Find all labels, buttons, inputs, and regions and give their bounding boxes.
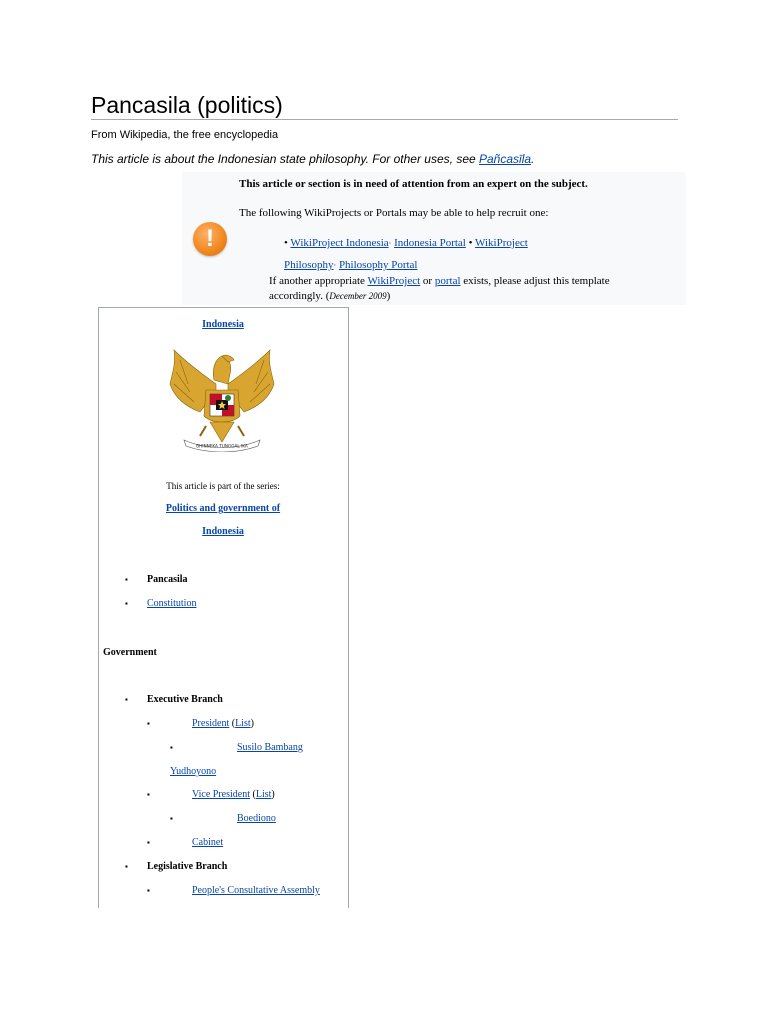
tagline: From Wikipedia, the free encyclopedia bbox=[91, 129, 279, 141]
ambox-footer-close: ) bbox=[386, 290, 391, 302]
mpr-link[interactable]: People's Consultative Assembly bbox=[192, 885, 320, 896]
hatnote bbox=[91, 151, 534, 167]
item-legislative-branch: Legislative Branch bbox=[147, 861, 228, 872]
separator-dot: · bbox=[388, 239, 392, 248]
ambox-footer-line2 bbox=[269, 289, 390, 303]
infobox-link-indonesia[interactable]: Indonesia bbox=[202, 319, 244, 330]
ambox-footer-text: If another appropriate bbox=[269, 275, 368, 287]
ambox-bullet: • bbox=[284, 237, 288, 249]
ambox-body: The following WikiProjects or Portals may be able to help recruit one: bbox=[239, 207, 549, 219]
link-philosophy-portal[interactable]: Philosophy Portal bbox=[338, 259, 418, 271]
series-intro: This article is part of the series: bbox=[166, 481, 280, 491]
hatnote-suffix: . bbox=[531, 152, 535, 166]
ambox-footer-suffix: exists, please adjust this template bbox=[460, 275, 610, 287]
list-bullet: ▪ bbox=[147, 838, 150, 847]
hatnote-link-pancasila[interactable]: Pañcasīla bbox=[479, 152, 532, 166]
link-wikiproject-indonesia[interactable]: WikiProject Indonesia bbox=[290, 237, 389, 249]
list-bullet: ▪ bbox=[125, 575, 128, 584]
list-bullet: ▪ bbox=[147, 790, 150, 799]
ambox-links-line2 bbox=[284, 258, 417, 273]
link-wikiproject-philosophy[interactable]: WikiProject bbox=[475, 237, 528, 249]
infobox-title bbox=[98, 318, 348, 331]
ambox-heading: This article or section is in need of attention from an expert on the subject. bbox=[239, 178, 588, 190]
title-divider bbox=[91, 119, 678, 120]
list-bullet: ▪ bbox=[147, 886, 150, 895]
yudhoyono-link[interactable]: Yudhoyono bbox=[170, 766, 217, 777]
emblem-motto: BHINNEKA TUNGGAL IKA bbox=[196, 443, 248, 449]
hatnote-text: This article is about the Indonesian state philosophy. For other uses, see bbox=[91, 152, 479, 166]
list-bullet: ▪ bbox=[125, 862, 128, 871]
boediono-link[interactable]: Boediono bbox=[237, 813, 276, 824]
list-bullet: ▪ bbox=[125, 599, 128, 608]
separator-dot: · bbox=[333, 261, 337, 270]
series-link-indonesia[interactable]: Indonesia bbox=[202, 526, 244, 537]
series-title-line1 bbox=[98, 502, 348, 515]
paren-close: ) bbox=[250, 718, 254, 729]
susilo-link[interactable]: Susilo Bambang bbox=[237, 742, 303, 753]
vice-president-link[interactable]: Vice President bbox=[192, 789, 250, 800]
president-list-link[interactable]: List bbox=[235, 718, 251, 729]
list-bullet: ▪ bbox=[170, 814, 173, 823]
ambox-bullet: • bbox=[468, 237, 473, 249]
page-title: Pancasila (politics) bbox=[91, 92, 283, 118]
list-bullet: ▪ bbox=[125, 695, 128, 704]
footer-link-portal[interactable]: portal bbox=[434, 275, 461, 287]
ambox-footer-or: or bbox=[420, 275, 435, 287]
item-president bbox=[192, 717, 254, 730]
ambox-footer-accordingly: accordingly. ( bbox=[269, 290, 330, 302]
cabinet-link[interactable]: Cabinet bbox=[192, 837, 224, 848]
item-pancasila: Pancasila bbox=[147, 574, 188, 585]
ambox-date: December 2009 bbox=[329, 291, 387, 301]
paren-open: ( bbox=[229, 718, 236, 729]
item-vice-president bbox=[192, 788, 275, 801]
item-executive-branch: Executive Branch bbox=[147, 694, 223, 705]
series-title-line2 bbox=[98, 525, 348, 538]
link-wikiproject-philosophy-cont[interactable]: Philosophy bbox=[284, 259, 334, 271]
paren-open: ( bbox=[250, 789, 256, 800]
president-link[interactable]: President bbox=[192, 718, 230, 729]
government-heading: Government bbox=[103, 647, 157, 658]
garuda-emblem-icon bbox=[166, 344, 278, 452]
ambox-footer-line1 bbox=[269, 274, 610, 288]
exclamation-icon: ! bbox=[193, 222, 227, 256]
link-indonesia-portal[interactable]: Indonesia Portal bbox=[394, 237, 466, 249]
ambox-links-line1 bbox=[284, 236, 528, 251]
footer-link-wikiproject[interactable]: WikiProject bbox=[367, 275, 421, 287]
list-bullet: ▪ bbox=[170, 743, 173, 752]
item-constitution-link[interactable]: Constitution bbox=[147, 598, 197, 609]
list-bullet: ▪ bbox=[147, 719, 150, 728]
series-link-politics[interactable]: Politics and government of bbox=[165, 503, 281, 514]
vice-president-list-link[interactable]: List bbox=[255, 789, 272, 800]
paren-close: ) bbox=[271, 789, 275, 800]
